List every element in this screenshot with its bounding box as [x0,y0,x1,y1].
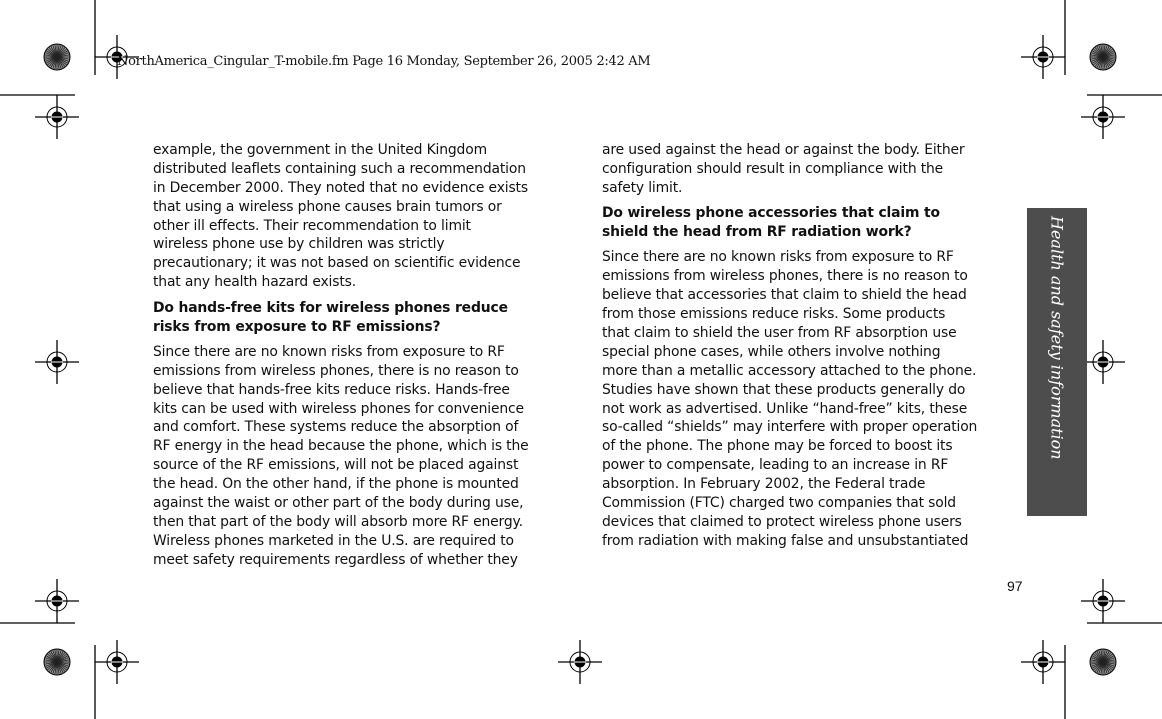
text-line: power to compensate, leading to an increase in RF [602,457,949,474]
print-header: NorthAmerica_Cingular_T-mobile.fm Page 16 Monday, September 26, 2005 2:42 AM [117,54,651,69]
text-line: in December 2000. They noted that no evidence exists [153,179,528,196]
text-line: special phone cases, while others involve nothing [602,343,941,360]
left-column [153,141,529,570]
text-line: precautionary; it was not based on scientific evidence [153,255,521,272]
text-line: so-called “shields” may interfere with proper operation [602,419,978,436]
text-line: against the waist or other part of the body during use, [153,495,524,512]
paragraph [602,248,977,550]
text-line: configuration should result in compliance with the [602,160,944,177]
crosshair-target-icon [35,579,79,623]
sunburst-mark-icon [44,649,70,675]
text-line: of the phone. The phone may be forced to boost its [602,438,953,455]
right-column [602,141,977,551]
text-line: safety limit. [602,179,683,196]
text-line: from those emissions reduce risks. Some products [602,306,946,323]
sunburst-mark-icon [44,44,70,70]
crosshair-target-icon [35,340,79,384]
text-line: Since there are no known risks from exposure to RF [153,343,505,360]
crosshair-target-icon [1081,579,1125,623]
sunburst-mark-icon [1090,649,1116,675]
text-line: Wireless phones marketed in the U.S. are required to [153,532,514,549]
text-line: wireless phone use by children was strictly [153,236,445,253]
text-line: that claim to shield the user from RF absorption use [602,325,957,342]
text-line: kits can be used with wireless phones for convenience [153,400,524,417]
paragraph [602,141,977,198]
text-line: that using a wireless phone causes brain tumors or [153,198,502,215]
text-line: not work as advertised. Unlike “hand-free” kits, these [602,400,968,417]
text-line: believe that accessories that claim to shield the head [602,287,967,304]
sunburst-mark-icon [1090,44,1116,70]
text-line: distributed leaflets containing such a recommendation [153,160,526,177]
text-line: believe that hands-free kits reduce risks. Hands-free [153,381,510,398]
text-line: then that part of the body will absorb more RF energy. [153,513,523,530]
text-line: Commission (FTC) charged two companies that sold [602,495,956,512]
section-heading [602,204,977,242]
text-line: the head. On the other hand, if the phone is mounted [153,476,519,493]
text-line: emissions from wireless phones, there is no reason to [153,362,519,379]
text-line: Do hands-free kits for wireless phones reduce [153,299,508,316]
text-line: Since there are no known risks from exposure to RF [602,249,954,266]
text-line: shield the head from RF radiation work? [602,224,912,241]
text-line: from radiation with making false and unsubstantiated [602,532,969,549]
text-line: and comfort. These systems reduce the absorption of [153,419,519,436]
text-line: RF energy in the head because the phone, which is the [153,438,529,455]
text-line: Studies have shown that these products generally do [602,381,966,398]
section-tab [1027,208,1087,516]
section-title: Health and safety information [1047,216,1067,460]
text-line: devices that claimed to protect wireless phone users [602,513,962,530]
text-line: more than a metallic accessory attached to the phone. [602,362,977,379]
text-line: emissions from wireless phones, there is no reason to [602,268,968,285]
text-line: example, the government in the United Kingdom [153,142,487,158]
paragraph [153,343,529,570]
text-line: other ill effects. Their recommendation to limit [153,217,471,234]
section-heading [153,299,529,337]
crosshair-target-icon [35,95,79,139]
text-line: are used against the head or against the body. Either [602,142,965,158]
crosshair-target-icon [1081,95,1125,139]
text-line: Do wireless phone accessories that claim to [602,205,940,222]
crosshair-target-icon [1081,340,1125,384]
text-line: risks from exposure to RF emissions? [153,318,441,335]
crosshair-target-icon [1021,35,1065,79]
crosshair-target-icon [1021,640,1065,684]
text-line: that any health hazard exists. [153,274,356,291]
text-line: absorption. In February 2002, the Federal trade [602,476,926,493]
crosshair-target-icon [95,640,139,684]
paragraph [153,141,529,292]
text-line: meet safety requirements regardless of whether they [153,551,518,568]
crosshair-target-icon [558,640,602,684]
text-line: source of the RF emissions, will not be placed against [153,457,519,474]
page-number: 97 [1007,578,1023,594]
